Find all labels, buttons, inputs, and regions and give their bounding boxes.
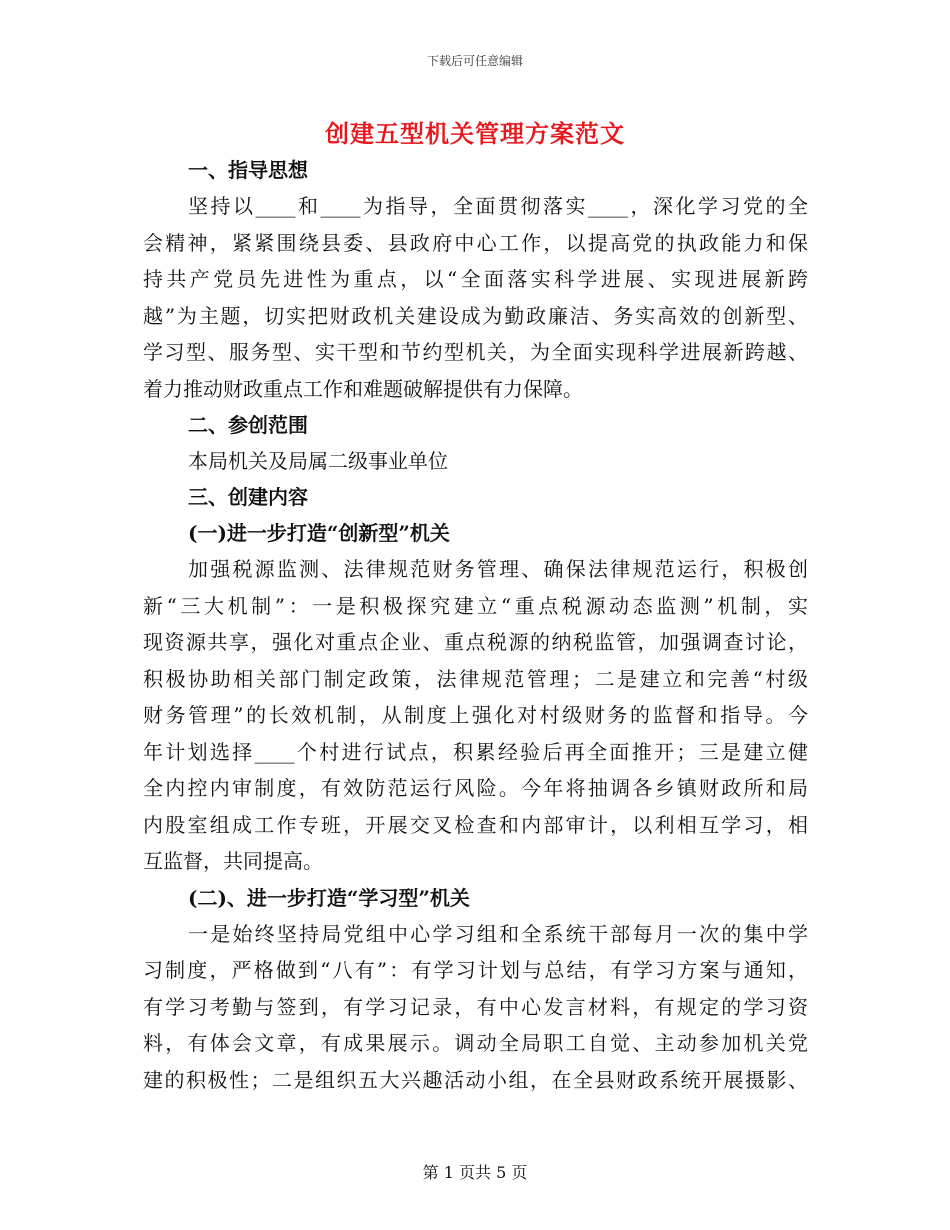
text-line: 加强税源监测、法律规范财务管理、确保法律规范运行，积极创 [188,557,808,581]
text-line: 料，有体会文章，有成果展示。调动全局职工自觉、主动参加机关党 [143,1031,808,1055]
text-line: 互监督，共同提高。 [143,849,323,873]
text-line: 会精神，紧紧围绕县委、县政府中心工作，以提高党的执政能力和保 [143,230,808,255]
text-line: 有学习考勤与签到，有学习记录，有中心发言材料，有规定的学习资 [143,994,808,1019]
text-line: 着力推动财政重点工作和难题破解提供有力保障。 [143,376,583,401]
paragraph-guiding-ideology [143,188,808,407]
page-header-note: 下载后可任意编辑 [426,54,523,68]
text-line: 财务管理”的长效机制，从制度上强化对村级财务的监督和指导。今 [143,703,808,727]
text-line: 新“三大机制”：一是积极探究建立“重点税源动态监测”机制，实 [143,593,808,618]
scope-text: 本局机关及局属二级事业单位 [188,449,448,473]
section-heading-guiding-ideology: 一、指导思想 [188,158,308,182]
paragraph-innovative [143,551,808,880]
subsection-heading-innovative: (一)进一步打造“创新型”机关 [188,521,450,545]
text-line: 习制度，严格做到“八有”：有学习计划与总结，有学习方案与通知， [143,958,808,982]
page-footer: 第 1 页共 5 页 [422,1163,528,1182]
subsection-heading-learning: (二)、进一步打造“学习型”机关 [188,885,470,910]
text-line: 现资源共享，强化对重点企业、重点税源的纳税监管，加强调查讨论， [143,630,808,654]
text-line: 学习型、服务型、实干型和节约型机关，为全面实现科学进展新跨越、 [143,340,808,364]
document-body [143,152,808,1098]
text-line: 一是始终坚持局党组中心学习组和全系统干部每月一次的集中学 [188,921,808,946]
text-line: 坚持以____和____为指导，全面贯彻落实____，深化学习党的全 [188,194,808,218]
document-title: 创建五型机关管理方案范文 [325,119,625,148]
section-heading-scope: 二、参创范围 [188,413,308,437]
text-line: 持共产党员先进性为重点，以“全面落实科学进展、实现进展新跨 [143,267,808,291]
text-line: 越”为主题，切实把财政机关建设成为勤政廉洁、务实高效的创新型、 [143,303,808,328]
section-heading-content: 三、创建内容 [188,485,308,509]
text-line: 全内控内审制度，有效防范运行风险。今年将抽调各乡镇财政所和局 [143,776,808,800]
text-line: 建的积极性；二是组织五大兴趣活动小组，在全县财政系统开展摄影、 [143,1067,808,1092]
text-line: 内股室组成工作专班，开展交叉检查和内部审计，以利相互学习，相 [143,812,808,837]
text-line: 年计划选择____个村进行试点，积累经验后再全面推开；三是建立健 [143,739,808,764]
paragraph-learning [143,916,808,1099]
text-line: 积极协助相关部门制定政策，法律规范管理；二是建立和完善“村级 [143,666,808,691]
